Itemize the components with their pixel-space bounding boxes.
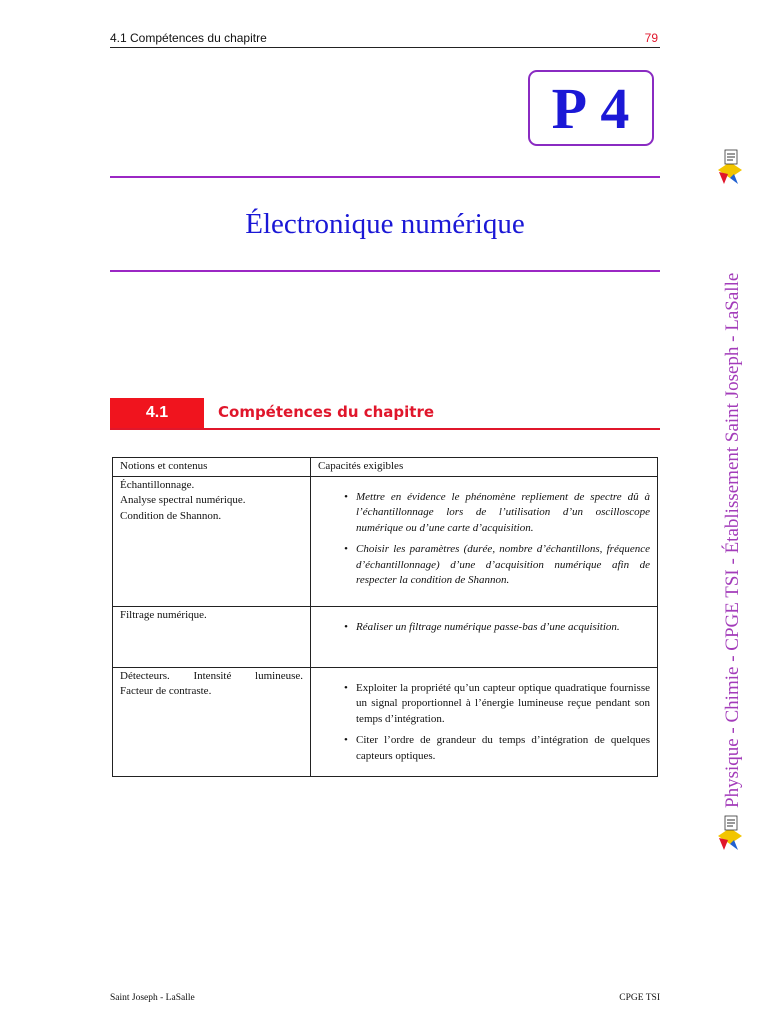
school-logo-icon (716, 814, 744, 854)
table-row (113, 667, 658, 776)
notions-cell (113, 606, 311, 667)
chapter-label-box: P 4 (528, 70, 654, 146)
header-notions: Notions et contenus (113, 458, 311, 477)
capacite-item: • Réaliser un filtrage numérique passe-bas d’une acquisition. (342, 620, 650, 636)
capacites-cell (311, 667, 658, 776)
notion-item: Détecteurs. Intensité lumineuse. (120, 669, 303, 682)
capacite-item: • Exploiter la propriété qu’un capteur optique quadratique fournisse un signal proportionnel à l’énergie lumineuse reçue pendant son temps d’intégration. (342, 681, 650, 728)
title-bottom-rule (110, 270, 660, 272)
running-header (110, 31, 660, 48)
competences-table (112, 457, 658, 777)
capacite-item: • Mettre en évidence le phénomène repliement de spectre dû à l’échantillonnage lors de l’utilisation d’un oscilloscope numérique ou d’une carte d’acquisition. (342, 490, 650, 537)
chapter-title: Électronique numérique (245, 208, 525, 240)
notion-item: Facteur de contraste. (120, 685, 212, 697)
school-logo-icon (716, 148, 744, 188)
header-capacites: Capacités exigibles (311, 458, 658, 477)
title-top-rule (110, 176, 660, 178)
section-heading (110, 398, 660, 430)
sidebar-watermark: Physique - Chimie - CPGE TSI - Établissement Saint Joseph - LaSalle (722, 272, 743, 808)
page-number: 79 (644, 31, 658, 45)
running-header-section: 4.1 Compétences du chapitre (110, 31, 267, 45)
footer-left: Saint Joseph - LaSalle (110, 993, 195, 1003)
table-header-row (113, 458, 658, 477)
capacite-item: • Choisir les paramètres (durée, nombre d’échantillons, fréquence d’échantillonnage) d’une d’acquisition numérique afin de respecter la condition de Shannon. (342, 542, 650, 589)
notions-cell (113, 667, 311, 776)
table-row (113, 606, 658, 667)
notion-item: Échantillonnage. (120, 478, 195, 491)
section-number: 4.1 (110, 398, 204, 428)
section-rule (110, 428, 660, 430)
footer-right: CPGE TSI (619, 993, 660, 1003)
capacites-cell (311, 606, 658, 667)
table-row (113, 476, 658, 606)
capacites-cell (311, 476, 658, 606)
capacite-item: • Citer l’ordre de grandeur du temps d’intégration de quelques capteurs optiques. (342, 733, 650, 764)
notion-item: Analyse spectral numérique. (120, 494, 246, 506)
notion-item: Filtrage numérique. (120, 608, 207, 621)
notion-item: Condition de Shannon. (120, 509, 222, 522)
section-title: Compétences du chapitre (218, 403, 435, 421)
notions-cell (113, 476, 311, 606)
